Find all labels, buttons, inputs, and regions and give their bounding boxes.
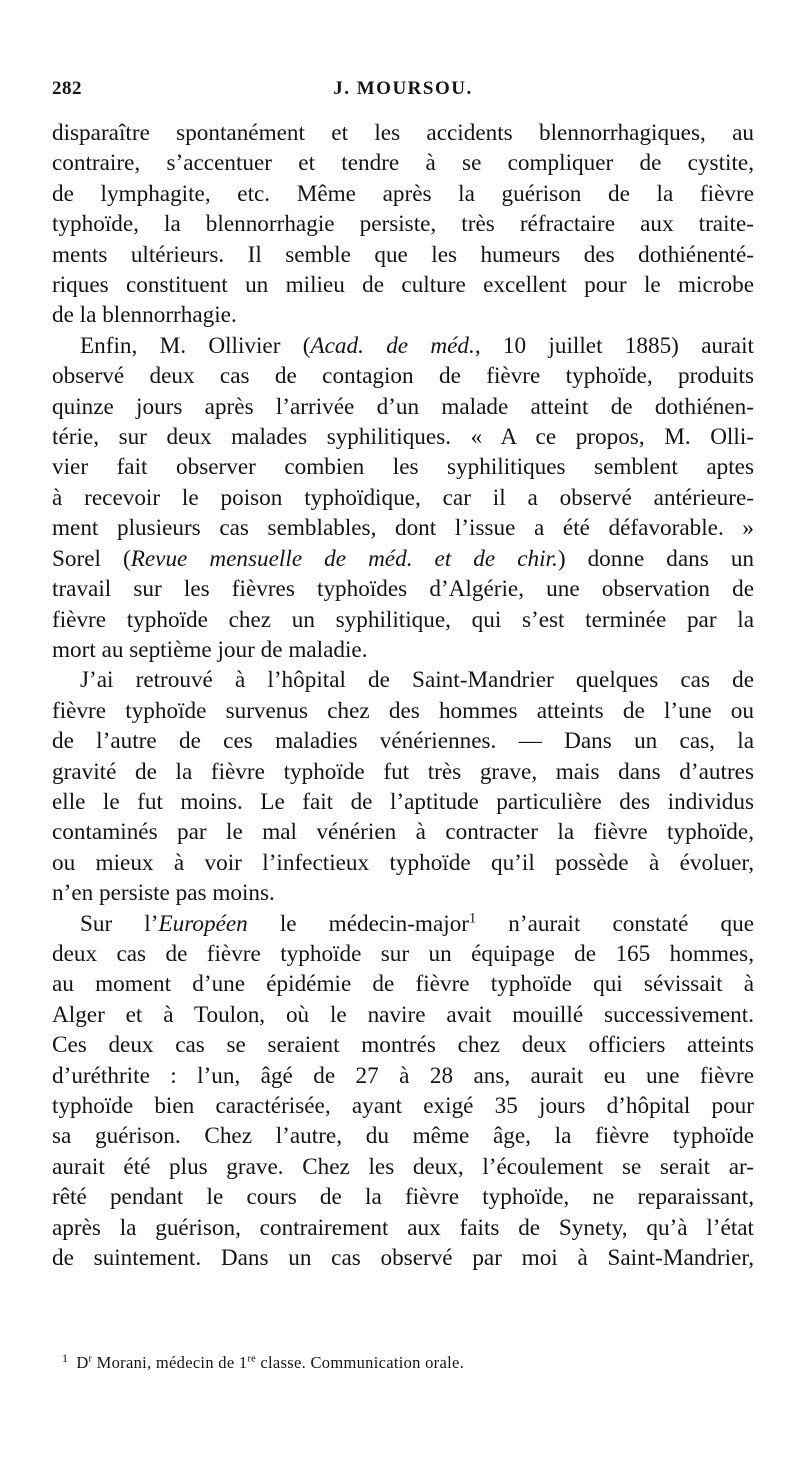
text-line: térie, sur deux malades syphilitiques. « A ce propos, M. Olli- <box>52 424 754 451</box>
text-line: ou mieux à voir l’infectieux typhoïde qu’il possède à évoluer, <box>52 849 754 876</box>
ship-name: Européen <box>158 910 248 937</box>
footnote-text: Morani, médecin de 1 <box>92 1353 248 1372</box>
text-line: n’en persiste pas moins. <box>52 880 275 907</box>
text-line: de l’autre de ces maladies vénériennes. — Dans un cas, la <box>52 728 754 755</box>
text-line: ments ultérieurs. Il semble que les humeurs des dothiénenté- <box>52 241 754 268</box>
text-line: de la blennorrhagie. <box>52 302 237 329</box>
text-line: contaminés par le mal vénérien à contracter la fièvre typhoïde, <box>52 819 754 846</box>
text-line: Alger et à Toulon, où le navire avait mouillé successivement. <box>52 1001 754 1028</box>
body-text <box>52 118 754 1273</box>
text-line: typhoïde, la blennorrhagie persiste, très réfractaire aux traite- <box>52 211 754 238</box>
text-line: observé deux cas de contagion de fièvre typhoïde, produits <box>52 363 754 390</box>
footnote-mark: 1 <box>62 1350 69 1365</box>
text-line <box>52 544 754 574</box>
text-line: gravité de la fièvre typhoïde fut très grave, mais dans d’autres <box>52 758 754 785</box>
running-head <box>52 78 754 108</box>
text-line: à recevoir le poison typhoïdique, car il a observé antérieure- <box>52 484 754 511</box>
text-line: deux cas de fièvre typhoïde sur un équipage de 165 hommes, <box>52 940 754 967</box>
text-line: d’uréthrite : l’un, âgé de 27 à 28 ans, aurait eu une fièvre <box>52 1062 754 1089</box>
footnote <box>62 1352 752 1374</box>
text-line: elle le fut moins. Le fait de l’aptitude particulière des individus <box>52 788 754 815</box>
footnote-superscript: re <box>247 1353 256 1365</box>
paragraph-4 <box>52 909 754 1274</box>
text-line: rêté pendant le cours de la fièvre typhoïde, ne reparaissant, <box>52 1184 754 1211</box>
text-segment: ) donne dans un <box>557 545 755 572</box>
text-line: J’ai retrouvé à l’hôpital de Saint-Mandrier quelques cas de <box>80 667 754 694</box>
paragraph-2 <box>52 331 754 665</box>
text-line: fièvre typhoïde survenus chez des hommes atteints de l’une ou <box>52 697 754 724</box>
text-line: au moment d’une épidémie de fièvre typhoïde qui sévissait à <box>52 971 754 998</box>
footnote-text: D <box>76 1353 89 1372</box>
text-line: de suintement. Dans un cas observé par moi à Saint-Mandrier, <box>52 1245 754 1272</box>
page <box>52 78 754 1273</box>
text-line <box>52 909 754 939</box>
running-title: J. MOURSOU. <box>333 78 473 99</box>
footnote-text: classe. Communication orale. <box>256 1353 465 1372</box>
citation-title: Acad. de méd. <box>310 332 475 359</box>
page-number: 282 <box>52 78 82 99</box>
paragraph-1 <box>52 118 754 331</box>
paragraph-3 <box>52 665 754 908</box>
text-segment: n’aurait constaté que <box>476 910 754 937</box>
text-line: quinze jours après l’arrivée d’un malade atteint de dothiénen- <box>52 393 754 420</box>
text-line: fièvre typhoïde chez un syphilitique, qui s’est terminée par la <box>52 606 754 633</box>
text-segment: Sur l’ <box>80 910 159 937</box>
text-line: Ces deux cas se seraient montrés chez deux officiers atteints <box>52 1032 754 1059</box>
footnote-superscript: r <box>88 1353 93 1365</box>
text-segment: le médecin-major <box>247 910 470 937</box>
text-line: ment plusieurs cas semblables, dont l’issue a été défavorable. » <box>52 515 754 542</box>
text-line: sa guérison. Chez l’autre, du même âge, la fièvre typhoïde <box>52 1123 754 1150</box>
text-line: riques constituent un milieu de culture excellent pour le microbe <box>52 272 754 299</box>
citation-title: Revue mensuelle de méd. et de chir. <box>130 545 558 572</box>
text-line: mort au septième jour de maladie. <box>52 636 368 663</box>
text-segment: , 10 juillet 1885) aurait <box>474 332 754 359</box>
text-segment: Sorel ( <box>52 545 131 572</box>
text-line: de lymphagite, etc. Même après la guérison de la fièvre <box>52 180 754 207</box>
text-line: travail sur les fièvres typhoïdes d’Algérie, une observation de <box>52 576 754 603</box>
text-line: contraire, s’accentuer et tendre à se compliquer de cystite, <box>52 150 754 177</box>
footnote-reference[interactable]: 1 <box>469 909 477 926</box>
text-line: aurait été plus grave. Chez les deux, l’écoulement se serait ar- <box>52 1153 754 1180</box>
text-line <box>52 331 754 361</box>
text-line: disparaître spontanément et les accidents blennorrhagiques, au <box>52 120 754 146</box>
text-line: vier fait observer combien les syphilitiques semblent aptes <box>52 454 754 481</box>
text-line: après la guérison, contrairement aux faits de Synety, qu’à l’état <box>52 1214 754 1241</box>
text-segment: Enfin, M. Ollivier ( <box>80 332 311 359</box>
text-line: typhoïde bien caractérisée, ayant exigé 35 jours d’hôpital pour <box>52 1093 754 1119</box>
